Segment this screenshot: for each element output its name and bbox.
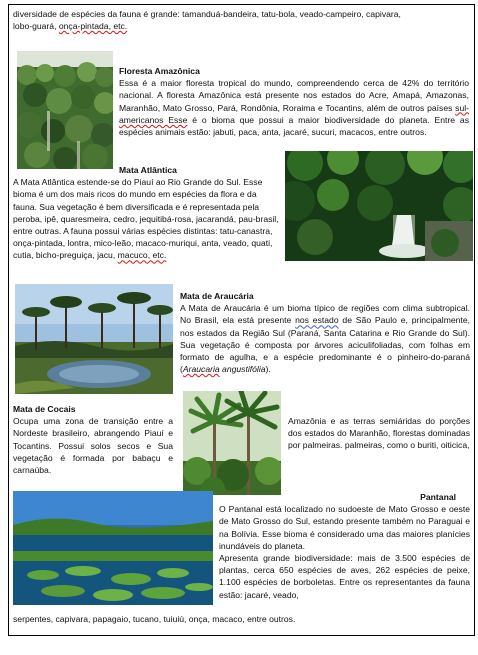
pantanal-lily-pads-image bbox=[13, 491, 213, 605]
intro-text bbox=[13, 8, 469, 32]
cocais-text-right-block bbox=[288, 415, 470, 452]
araucaria-text-2: de São Paulo e, principalmente, nos estados da Região Sul (Paraná, Santa Catarina e Rio Grande do Sul). Sua vegetação é composta por árvores aciculifoliadas, com folhas em formato de agulha, e a espécie predominante é o pinheiro-do-paraná ( bbox=[180, 315, 470, 375]
amazon-title: Floresta Amazônica bbox=[119, 66, 200, 76]
intro-line-2b: onça-pintada, etc. bbox=[58, 21, 128, 32]
atlantic-title: Mata Atlântica bbox=[119, 165, 177, 175]
amazon-section bbox=[119, 65, 469, 138]
amazon-forest-image bbox=[17, 51, 113, 169]
atlantic-forest-waterfall-image bbox=[285, 151, 473, 261]
araucaria-text-1: A Mata de Araucária é um bioma típico de regiões com clima subtropical. No Brasil, ela está presente bbox=[180, 303, 470, 326]
pantanal-text-2: Apresenta grande biodiversidade: mais de 3.500 espécies de plantas, cerca 650 espécies de aves, 262 espécies de peixe, 1.100 espécies de borboletas. Entre os representantes da fauna estão: jacaré, veado, bbox=[219, 553, 470, 600]
cocais-text-right: Amazônia e as terras semiáridas do porções dos estados do Maranhão, florestas dominadas por palmeiras. palmeiras, como o buriti, oiticica, bbox=[288, 416, 470, 451]
cocais-title: Mata de Cocais bbox=[13, 404, 76, 414]
araucaria-title: Mata de Araucária bbox=[180, 291, 254, 301]
pantanal-title: Pantanal bbox=[420, 492, 456, 502]
araucaria-species-name: angustifólia bbox=[222, 364, 266, 375]
cocais-text-left: Ocupa uma zona de transição entre a Nordeste brasileiro, abrangendo Piauí e Tocantins. Possui solos secos e Sua vegetação é formada por babaçu e carnaúba. bbox=[13, 416, 173, 476]
cocais-section bbox=[13, 403, 173, 476]
atlantic-section bbox=[13, 164, 281, 262]
document-page bbox=[8, 4, 475, 636]
amazon-text-2: é o bioma que possui a maior biodiversidade do planeta. Entre as espécies animais estão: jabuti, paca, anta, jacaré, sucuri, macacos, entre outros. bbox=[119, 114, 469, 138]
atlantic-text: A Mata Atlântica estende-se do Piauí ao Rio Grande do Sul. Esse bioma é um dos mais ricos do mundo em espécies da flora e da fauna. Sua vegetação é bem diversificada e é representada pela peroba, ipê, quaresmeira, cedro, jequitibá-rosa, jacarandá, pau-brasil, entre outras. A fauna possui várias espécies distintas: tatu-canastra, onça-pintada, lontra, mico-leão, macaco-muriqui, anta, veado, quati, cutia, bicho-preguiça, jacu, bbox=[13, 177, 279, 261]
cocais-palm-image bbox=[183, 391, 281, 495]
araucaria-section bbox=[180, 290, 470, 375]
araucaria-text-end: ). bbox=[265, 364, 271, 375]
intro-line-2a: lobo-guará, bbox=[13, 21, 59, 32]
amazon-text-underlined: sul-americanos Esse bbox=[119, 102, 469, 125]
pantanal-text-3: serpentes, capivara, papagaio, tucano, tuiuiú, onça, macaco, entre outros. bbox=[13, 614, 296, 624]
araucaria-text-underlined: nos estado bbox=[295, 315, 339, 326]
pantanal-text-1: O Pantanal está localizado no sudoeste de Mato Grosso e oeste de Mato Grosso do Sul, estando presente também no Paraguai e na Bolívia. Esse bioma é considerado uma das maiores planícies inundáveis do planeta. bbox=[219, 504, 470, 551]
pantanal-last-line bbox=[13, 613, 469, 625]
araucaria-forest-image bbox=[15, 284, 173, 394]
pantanal-section bbox=[219, 491, 470, 601]
atlantic-text-underlined: macuco, etc. bbox=[117, 250, 167, 261]
araucaria-species-genus: Araucaria bbox=[182, 364, 220, 375]
intro-line-1: diversidade de espécies da fauna é grande: tamanduá-bandeira, tatu-bola, veado-campeiro, capivara, bbox=[13, 9, 401, 19]
amazon-text-1: Essa é a maior floresta tropical do mundo, compreendendo cerca de 42% do território nacional. A floresta Amazônica está presente nos estados do Acre, Amapá, Amazonas, Maranhão, Mato Grosso, Pará, Rondônia, Roraima e Tocantins, além de outros países bbox=[119, 78, 469, 113]
